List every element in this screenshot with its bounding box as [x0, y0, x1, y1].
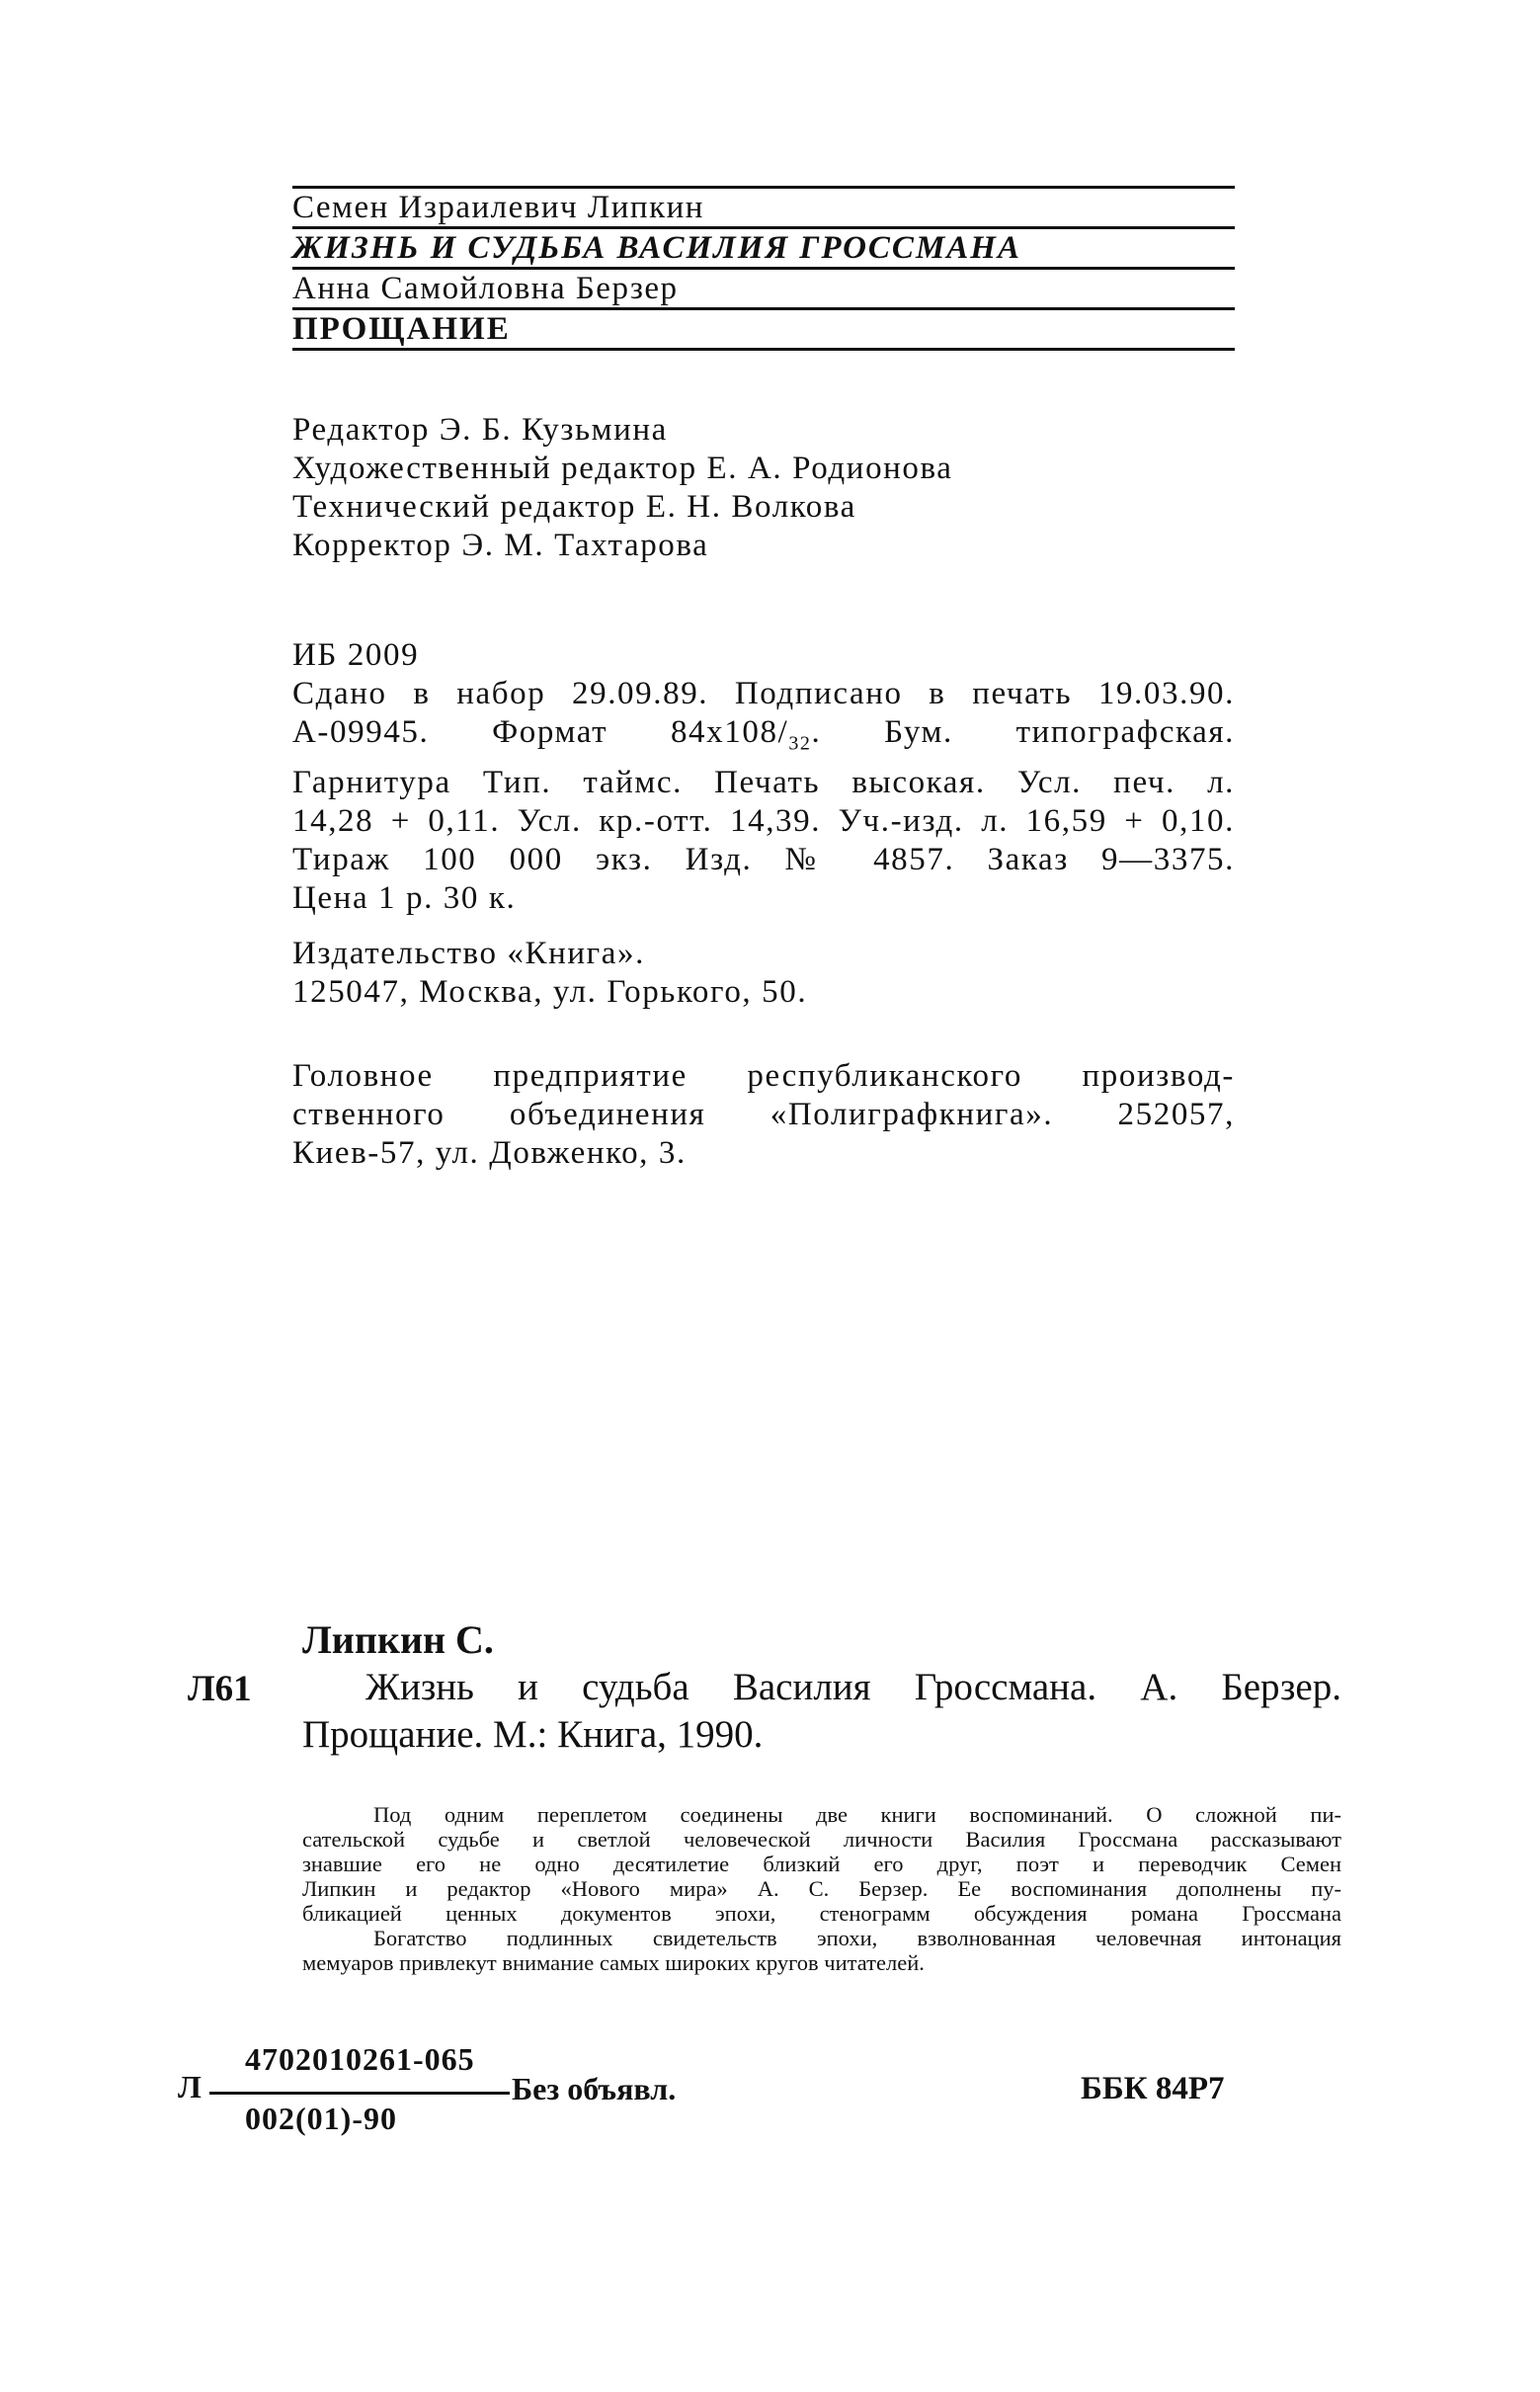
- printer-line: Киев-57, ул. Довженко, 3.: [292, 1135, 687, 1171]
- imprint-line: Сдано в набор 29.09.89. Подписано в печать 19.03.90.: [292, 676, 1235, 711]
- catalog-title-line: Прощание. М.: Книга, 1990.: [302, 1713, 764, 1756]
- imprint-format: А-09945. Формат 84х108/: [292, 714, 789, 750]
- book-title-2: ПРОЩАНИЕ: [292, 311, 511, 347]
- imprint-format-fraction: 32: [788, 732, 812, 755]
- catalog-title: [302, 1664, 1341, 1759]
- annotation-line: знавшие его не одно десятилетие близкий его друг, поэт и переводчик Семен: [302, 1852, 1341, 1876]
- title-block: [292, 186, 1235, 351]
- annotation-line: бликацией ценных документов эпохи, стенограмм обсуждения романа Гроссмана: [302, 1901, 1341, 1926]
- code-numerator: 4702010261-065: [245, 2041, 475, 2077]
- credit-art-editor: Художественный редактор Е. А. Родионова: [292, 451, 953, 486]
- printer-line: ственного объединения «Полиграфкнига». 252057,: [292, 1097, 1235, 1132]
- publisher-address: 125047, Москва, ул. Горького, 50.: [292, 974, 808, 1010]
- imprint-price: Цена 1 р. 30 к.: [292, 879, 517, 916]
- catalog-title-line: Жизнь и судьба Василия Гроссмана. А. Берзер.: [365, 1666, 1341, 1708]
- bbk-index: ББК 84Р7: [1081, 2071, 1225, 2106]
- rule: [292, 348, 1235, 351]
- author-2: Анна Самойловна Берзер: [292, 271, 679, 306]
- annotation-line: сательской судьбе и светлой человеческой личности Василия Гроссмана рассказывают: [302, 1827, 1341, 1852]
- credit-tech-editor: Технический редактор Е. Н. Волкова: [292, 489, 856, 525]
- catalog-author: Липкин С.: [302, 1617, 494, 1662]
- annotation-line: мемуаров привлекут внимание самых широких кругов читателей.: [302, 1950, 925, 1975]
- annotation: [302, 1802, 1341, 1975]
- printer-line: Головное предприятие республиканского производ-: [292, 1058, 1235, 1094]
- imprint-ib: ИБ 2009: [292, 637, 420, 673]
- credit-editor: Редактор Э. Б. Кузьмина: [292, 412, 668, 448]
- code-fraction-rule: [209, 2092, 510, 2095]
- imprint-line: Тираж 100 000 экз. Изд. № 4857. Заказ 9—3375.: [292, 841, 1235, 877]
- imprint: [292, 636, 1235, 918]
- publisher: [292, 935, 1235, 1012]
- author-1: Семен Израилевич Липкин: [292, 190, 704, 225]
- code-note: Без объявл.: [512, 2071, 677, 2106]
- library-index: Л61: [188, 1669, 252, 1709]
- imprint-line: Гарнитура Тип. таймс. Печать высокая. Усл. печ. л.: [292, 764, 1235, 800]
- annotation-line: Богатство подлинных свидетельств эпохи, взволнованная человечная интонация: [373, 1926, 1341, 1950]
- publisher-name: Издательство «Книга».: [292, 936, 645, 971]
- book-title-1: ЖИЗНЬ И СУДЬБА ВАСИЛИЯ ГРОССМАНА: [292, 230, 1021, 266]
- code-denominator: 002(01)-90: [245, 2101, 397, 2136]
- code-letter: Л: [178, 2069, 202, 2104]
- imprint-paper: . Бум. типографская.: [811, 714, 1236, 750]
- annotation-line: Под одним переплетом соединены две книги воспоминаний. О сложной пи-: [373, 1802, 1341, 1827]
- annotation-line: Липкин и редактор «Нового мира» А. С. Берзер. Ее воспоминания дополнены пу-: [302, 1876, 1341, 1901]
- imprint-line: 14,28 + 0,11. Усл. кр.-отт. 14,39. Уч.-изд. л. 16,59 + 0,10.: [292, 802, 1235, 839]
- imprint-line: [292, 713, 1235, 764]
- credit-proofreader: Корректор Э. М. Тахтарова: [292, 528, 709, 563]
- credits: [292, 411, 1235, 565]
- printer: [292, 1057, 1235, 1173]
